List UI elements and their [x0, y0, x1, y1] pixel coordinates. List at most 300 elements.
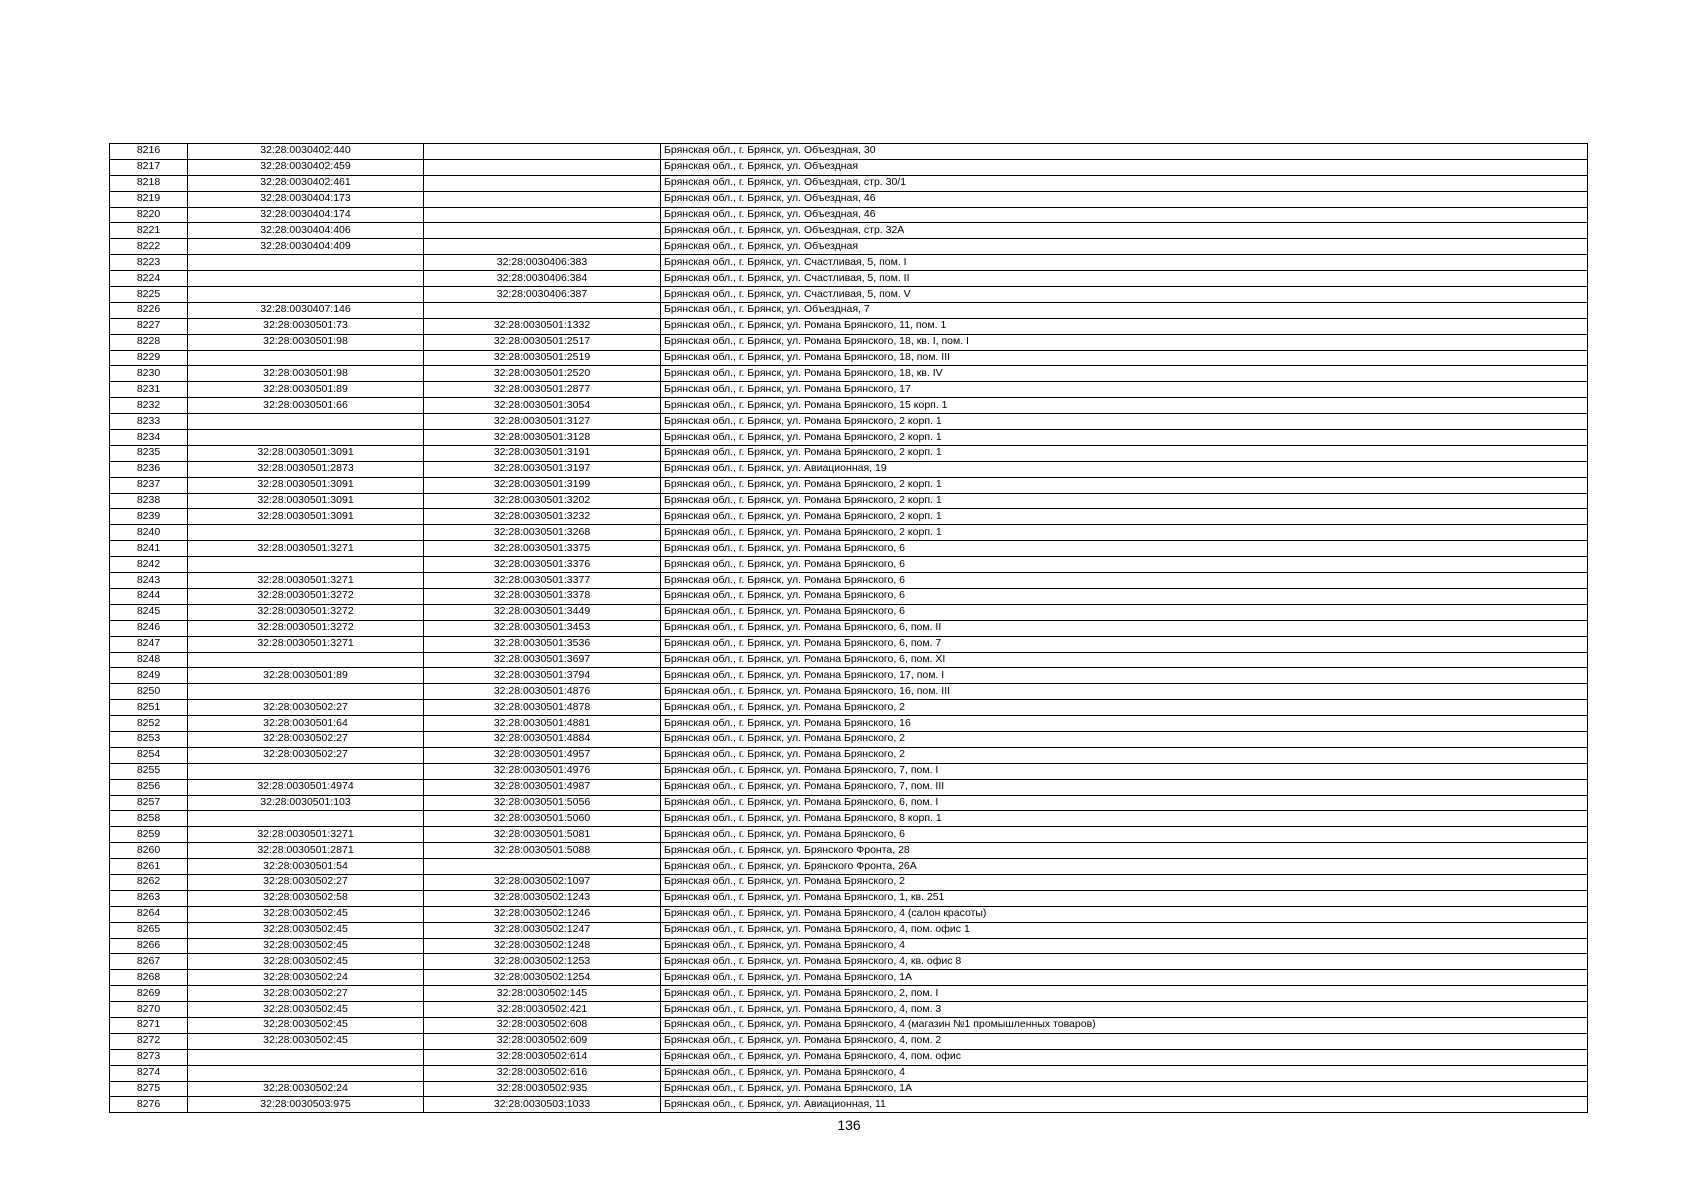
object-cadastral-number-cell: 32:28:0030502:1254: [424, 970, 661, 986]
row-number-cell: 8224: [110, 271, 188, 287]
object-cadastral-number-cell: 32:28:0030501:3199: [424, 477, 661, 493]
land-cadastral-number-cell: 32:28:0030501:89: [188, 668, 424, 684]
object-cadastral-number-cell: 32:28:0030501:4884: [424, 731, 661, 747]
table-row: [110, 207, 1588, 223]
table-row: [110, 906, 1588, 922]
table-row: [110, 970, 1588, 986]
object-cadastral-number-cell: 32:28:0030501:5060: [424, 811, 661, 827]
land-cadastral-number-cell: [188, 684, 424, 700]
row-number-cell: 8240: [110, 525, 188, 541]
table-row: [110, 938, 1588, 954]
address-cell: Брянская обл., г. Брянск, ул. Объездная: [661, 159, 1588, 175]
table-row: [110, 1002, 1588, 1018]
address-cell: Брянская обл., г. Брянск, ул. Романа Брянского, 2 корп. 1: [661, 414, 1588, 430]
address-cell: Брянская обл., г. Брянск, ул. Счастливая, 5, пом. V: [661, 287, 1588, 303]
table-row: [110, 827, 1588, 843]
row-number-cell: 8219: [110, 191, 188, 207]
table-row: [110, 159, 1588, 175]
row-number-cell: 8264: [110, 906, 188, 922]
object-cadastral-number-cell: 32:28:0030501:3794: [424, 668, 661, 684]
row-number-cell: 8227: [110, 318, 188, 334]
object-cadastral-number-cell: 32:28:0030501:3197: [424, 461, 661, 477]
land-cadastral-number-cell: 32:28:0030502:24: [188, 970, 424, 986]
table-row: [110, 541, 1588, 557]
table-row: [110, 223, 1588, 239]
object-cadastral-number-cell: 32:28:0030502:1247: [424, 922, 661, 938]
address-cell: Брянская обл., г. Брянск, ул. Романа Брянского, 2, пом. I: [661, 986, 1588, 1002]
land-cadastral-number-cell: 32:28:0030501:3272: [188, 604, 424, 620]
row-number-cell: 8231: [110, 382, 188, 398]
row-number-cell: 8221: [110, 223, 188, 239]
table-row: [110, 874, 1588, 890]
address-cell: Брянская обл., г. Брянск, ул. Брянского Фронта, 26А: [661, 859, 1588, 875]
row-number-cell: 8252: [110, 716, 188, 732]
row-number-cell: 8273: [110, 1049, 188, 1065]
table-row: [110, 382, 1588, 398]
object-cadastral-number-cell: 32:28:0030501:3054: [424, 398, 661, 414]
row-number-cell: 8265: [110, 922, 188, 938]
row-number-cell: 8262: [110, 874, 188, 890]
table-row: [110, 986, 1588, 1002]
land-cadastral-number-cell: 32:28:0030501:3091: [188, 493, 424, 509]
land-cadastral-number-cell: 32:28:0030501:3272: [188, 588, 424, 604]
land-cadastral-number-cell: 32:28:0030501:4974: [188, 779, 424, 795]
object-cadastral-number-cell: 32:28:0030501:2520: [424, 366, 661, 382]
table-row: [110, 1017, 1588, 1033]
land-cadastral-number-cell: 32:28:0030502:45: [188, 922, 424, 938]
row-number-cell: 8251: [110, 700, 188, 716]
table-row: [110, 287, 1588, 303]
address-cell: Брянская обл., г. Брянск, ул. Романа Брянского, 4: [661, 938, 1588, 954]
object-cadastral-number-cell: 32:28:0030501:3128: [424, 430, 661, 446]
address-cell: Брянская обл., г. Брянск, ул. Романа Брянского, 2 корп. 1: [661, 445, 1588, 461]
object-cadastral-number-cell: 32:28:0030501:3453: [424, 620, 661, 636]
row-number-cell: 8229: [110, 350, 188, 366]
table-row: [110, 954, 1588, 970]
row-number-cell: 8274: [110, 1065, 188, 1081]
address-cell: Брянская обл., г. Брянск, ул. Романа Брянского, 8 корп. 1: [661, 811, 1588, 827]
table-row: [110, 652, 1588, 668]
object-cadastral-number-cell: 32:28:0030501:4876: [424, 684, 661, 700]
object-cadastral-number-cell: 32:28:0030501:3232: [424, 509, 661, 525]
address-cell: Брянская обл., г. Брянск, ул. Романа Брянского, 2 корп. 1: [661, 477, 1588, 493]
address-cell: Брянская обл., г. Брянск, ул. Объездная: [661, 239, 1588, 255]
object-cadastral-number-cell: 32:28:0030501:4976: [424, 763, 661, 779]
land-cadastral-number-cell: 32:28:0030501:64: [188, 716, 424, 732]
object-cadastral-number-cell: 32:28:0030501:3378: [424, 588, 661, 604]
land-cadastral-number-cell: [188, 430, 424, 446]
row-number-cell: 8269: [110, 986, 188, 1002]
registry-table-body: [110, 144, 1588, 1113]
object-cadastral-number-cell: 32:28:0030406:383: [424, 255, 661, 271]
address-cell: Брянская обл., г. Брянск, ул. Романа Брянского, 6: [661, 557, 1588, 573]
table-row: [110, 588, 1588, 604]
land-cadastral-number-cell: 32:28:0030501:98: [188, 366, 424, 382]
table-row: [110, 414, 1588, 430]
object-cadastral-number-cell: 32:28:0030501:3375: [424, 541, 661, 557]
row-number-cell: 8237: [110, 477, 188, 493]
object-cadastral-number-cell: 32:28:0030502:1248: [424, 938, 661, 954]
land-cadastral-number-cell: [188, 255, 424, 271]
row-number-cell: 8250: [110, 684, 188, 700]
table-row: [110, 620, 1588, 636]
object-cadastral-number-cell: 32:28:0030501:4957: [424, 747, 661, 763]
row-number-cell: 8257: [110, 795, 188, 811]
address-cell: Брянская обл., г. Брянск, ул. Романа Брянского, 1, кв. 251: [661, 890, 1588, 906]
row-number-cell: 8216: [110, 144, 188, 160]
row-number-cell: 8260: [110, 843, 188, 859]
table-row: [110, 461, 1588, 477]
land-cadastral-number-cell: 32:28:0030501:89: [188, 382, 424, 398]
address-cell: Брянская обл., г. Брянск, ул. Романа Брянского, 1А: [661, 970, 1588, 986]
object-cadastral-number-cell: 32:28:0030501:2517: [424, 334, 661, 350]
object-cadastral-number-cell: 32:28:0030501:3376: [424, 557, 661, 573]
object-cadastral-number-cell: 32:28:0030501:1332: [424, 318, 661, 334]
land-cadastral-number-cell: 32:28:0030407:146: [188, 302, 424, 318]
address-cell: Брянская обл., г. Брянск, ул. Романа Брянского, 6, пом. I: [661, 795, 1588, 811]
address-cell: Брянская обл., г. Брянск, ул. Романа Брянского, 7, пом. III: [661, 779, 1588, 795]
object-cadastral-number-cell: 32:28:0030501:2877: [424, 382, 661, 398]
table-row: [110, 573, 1588, 589]
land-cadastral-number-cell: 32:28:0030501:3272: [188, 620, 424, 636]
object-cadastral-number-cell: 32:28:0030501:4881: [424, 716, 661, 732]
address-cell: Брянская обл., г. Брянск, ул. Романа Брянского, 6, пом. XI: [661, 652, 1588, 668]
address-cell: Брянская обл., г. Брянск, ул. Романа Брянского, 6: [661, 541, 1588, 557]
object-cadastral-number-cell: 32:28:0030503:1033: [424, 1097, 661, 1113]
object-cadastral-number-cell: [424, 207, 661, 223]
land-cadastral-number-cell: 32:28:0030501:98: [188, 334, 424, 350]
object-cadastral-number-cell: 32:28:0030501:3191: [424, 445, 661, 461]
land-cadastral-number-cell: 32:28:0030501:3271: [188, 827, 424, 843]
row-number-cell: 8270: [110, 1002, 188, 1018]
land-cadastral-number-cell: [188, 350, 424, 366]
row-number-cell: 8253: [110, 731, 188, 747]
land-cadastral-number-cell: 32:28:0030501:2873: [188, 461, 424, 477]
table-row: [110, 144, 1588, 160]
object-cadastral-number-cell: 32:28:0030501:3127: [424, 414, 661, 430]
object-cadastral-number-cell: 32:28:0030502:935: [424, 1081, 661, 1097]
address-cell: Брянская обл., г. Брянск, ул. Объездная, стр. 32А: [661, 223, 1588, 239]
row-number-cell: 8246: [110, 620, 188, 636]
table-row: [110, 509, 1588, 525]
table-row: [110, 795, 1588, 811]
land-cadastral-number-cell: 32:28:0030501:103: [188, 795, 424, 811]
land-cadastral-number-cell: [188, 763, 424, 779]
table-row: [110, 747, 1588, 763]
row-number-cell: 8261: [110, 859, 188, 875]
row-number-cell: 8276: [110, 1097, 188, 1113]
address-cell: Брянская обл., г. Брянск, ул. Романа Брянского, 17, пом. I: [661, 668, 1588, 684]
land-cadastral-number-cell: 32:28:0030502:45: [188, 954, 424, 970]
row-number-cell: 8242: [110, 557, 188, 573]
row-number-cell: 8232: [110, 398, 188, 414]
table-row: [110, 239, 1588, 255]
address-cell: Брянская обл., г. Брянск, ул. Брянского Фронта, 28: [661, 843, 1588, 859]
row-number-cell: 8244: [110, 588, 188, 604]
table-row: [110, 890, 1588, 906]
address-cell: Брянская обл., г. Брянск, ул. Романа Брянского, 6: [661, 573, 1588, 589]
address-cell: Брянская обл., г. Брянск, ул. Романа Брянского, 4: [661, 1065, 1588, 1081]
object-cadastral-number-cell: 32:28:0030502:1253: [424, 954, 661, 970]
row-number-cell: 8256: [110, 779, 188, 795]
address-cell: Брянская обл., г. Брянск, ул. Объездная, 7: [661, 302, 1588, 318]
row-number-cell: 8271: [110, 1017, 188, 1033]
address-cell: Брянская обл., г. Брянск, ул. Объездная, 46: [661, 191, 1588, 207]
land-cadastral-number-cell: 32:28:0030502:27: [188, 874, 424, 890]
registry-table: [109, 143, 1588, 1113]
object-cadastral-number-cell: 32:28:0030502:145: [424, 986, 661, 1002]
table-row: [110, 668, 1588, 684]
land-cadastral-number-cell: 32:28:0030404:174: [188, 207, 424, 223]
table-row: [110, 763, 1588, 779]
object-cadastral-number-cell: 32:28:0030501:3268: [424, 525, 661, 541]
land-cadastral-number-cell: 32:28:0030502:27: [188, 731, 424, 747]
table-row: [110, 191, 1588, 207]
land-cadastral-number-cell: 32:28:0030404:409: [188, 239, 424, 255]
object-cadastral-number-cell: 32:28:0030501:2519: [424, 350, 661, 366]
row-number-cell: 8222: [110, 239, 188, 255]
land-cadastral-number-cell: 32:28:0030501:3271: [188, 541, 424, 557]
land-cadastral-number-cell: 32:28:0030502:27: [188, 700, 424, 716]
object-cadastral-number-cell: [424, 191, 661, 207]
row-number-cell: 8247: [110, 636, 188, 652]
land-cadastral-number-cell: 32:28:0030502:27: [188, 747, 424, 763]
address-cell: Брянская обл., г. Брянск, ул. Романа Брянского, 2 корп. 1: [661, 525, 1588, 541]
object-cadastral-number-cell: 32:28:0030406:384: [424, 271, 661, 287]
row-number-cell: 8272: [110, 1033, 188, 1049]
address-cell: Брянская обл., г. Брянск, ул. Романа Брянского, 1А: [661, 1081, 1588, 1097]
object-cadastral-number-cell: 32:28:0030502:1243: [424, 890, 661, 906]
row-number-cell: 8230: [110, 366, 188, 382]
address-cell: Брянская обл., г. Брянск, ул. Романа Брянского, 4, пом. 3: [661, 1002, 1588, 1018]
object-cadastral-number-cell: 32:28:0030502:614: [424, 1049, 661, 1065]
object-cadastral-number-cell: 32:28:0030501:4878: [424, 700, 661, 716]
row-number-cell: 8223: [110, 255, 188, 271]
object-cadastral-number-cell: 32:28:0030502:1246: [424, 906, 661, 922]
address-cell: Брянская обл., г. Брянск, ул. Романа Брянского, 6: [661, 588, 1588, 604]
land-cadastral-number-cell: 32:28:0030502:45: [188, 1002, 424, 1018]
table-row: [110, 1081, 1588, 1097]
address-cell: Брянская обл., г. Брянск, ул. Романа Брянского, 2: [661, 731, 1588, 747]
table-row: [110, 636, 1588, 652]
address-cell: Брянская обл., г. Брянск, ул. Романа Брянского, 4, пом. офис 1: [661, 922, 1588, 938]
table-row: [110, 366, 1588, 382]
object-cadastral-number-cell: 32:28:0030502:616: [424, 1065, 661, 1081]
land-cadastral-number-cell: 32:28:0030502:27: [188, 986, 424, 1002]
land-cadastral-number-cell: [188, 652, 424, 668]
row-number-cell: 8263: [110, 890, 188, 906]
land-cadastral-number-cell: [188, 557, 424, 573]
table-row: [110, 1065, 1588, 1081]
row-number-cell: 8266: [110, 938, 188, 954]
address-cell: Брянская обл., г. Брянск, ул. Романа Брянского, 6, пом. II: [661, 620, 1588, 636]
table-row: [110, 811, 1588, 827]
address-cell: Брянская обл., г. Брянск, ул. Авиационная, 19: [661, 461, 1588, 477]
table-row: [110, 1097, 1588, 1113]
address-cell: Брянская обл., г. Брянск, ул. Романа Брянского, 18, кв. IV: [661, 366, 1588, 382]
address-cell: Брянская обл., г. Брянск, ул. Романа Брянского, 2: [661, 700, 1588, 716]
land-cadastral-number-cell: [188, 271, 424, 287]
address-cell: Брянская обл., г. Брянск, ул. Романа Брянского, 4, пом. 2: [661, 1033, 1588, 1049]
land-cadastral-number-cell: 32:28:0030503:975: [188, 1097, 424, 1113]
row-number-cell: 8218: [110, 175, 188, 191]
object-cadastral-number-cell: 32:28:0030502:608: [424, 1017, 661, 1033]
row-number-cell: 8241: [110, 541, 188, 557]
address-cell: Брянская обл., г. Брянск, ул. Романа Брянского, 4 (салон красоты): [661, 906, 1588, 922]
table-row: [110, 1033, 1588, 1049]
row-number-cell: 8239: [110, 509, 188, 525]
table-row: [110, 255, 1588, 271]
address-cell: Брянская обл., г. Брянск, ул. Романа Брянского, 18, пом. III: [661, 350, 1588, 366]
address-cell: Брянская обл., г. Брянск, ул. Романа Брянского, 6, пом. 7: [661, 636, 1588, 652]
table-row: [110, 1049, 1588, 1065]
table-row: [110, 350, 1588, 366]
object-cadastral-number-cell: 32:28:0030502:421: [424, 1002, 661, 1018]
object-cadastral-number-cell: [424, 144, 661, 160]
address-cell: Брянская обл., г. Брянск, ул. Объездная, стр. 30/1: [661, 175, 1588, 191]
row-number-cell: 8267: [110, 954, 188, 970]
land-cadastral-number-cell: [188, 414, 424, 430]
land-cadastral-number-cell: 32:28:0030502:45: [188, 938, 424, 954]
object-cadastral-number-cell: 32:28:0030501:3536: [424, 636, 661, 652]
table-row: [110, 922, 1588, 938]
object-cadastral-number-cell: 32:28:0030501:3377: [424, 573, 661, 589]
land-cadastral-number-cell: 32:28:0030501:3091: [188, 445, 424, 461]
row-number-cell: 8254: [110, 747, 188, 763]
table-row: [110, 843, 1588, 859]
land-cadastral-number-cell: [188, 811, 424, 827]
object-cadastral-number-cell: [424, 175, 661, 191]
address-cell: Брянская обл., г. Брянск, ул. Объездная, 30: [661, 144, 1588, 160]
object-cadastral-number-cell: [424, 859, 661, 875]
address-cell: Брянская обл., г. Брянск, ул. Романа Брянского, 2: [661, 747, 1588, 763]
object-cadastral-number-cell: 32:28:0030501:5088: [424, 843, 661, 859]
table-row: [110, 477, 1588, 493]
table-row: [110, 716, 1588, 732]
row-number-cell: 8268: [110, 970, 188, 986]
address-cell: Брянская обл., г. Брянск, ул. Романа Брянского, 6: [661, 604, 1588, 620]
row-number-cell: 8226: [110, 302, 188, 318]
land-cadastral-number-cell: 32:28:0030404:406: [188, 223, 424, 239]
address-cell: Брянская обл., г. Брянск, ул. Объездная, 46: [661, 207, 1588, 223]
page-number: 136: [837, 1117, 861, 1133]
land-cadastral-number-cell: 32:28:0030501:3271: [188, 573, 424, 589]
object-cadastral-number-cell: 32:28:0030501:3202: [424, 493, 661, 509]
row-number-cell: 8255: [110, 763, 188, 779]
address-cell: Брянская обл., г. Брянск, ул. Романа Брянского, 18, кв. I, пом. I: [661, 334, 1588, 350]
address-cell: Брянская обл., г. Брянск, ул. Романа Брянского, 11, пом. 1: [661, 318, 1588, 334]
land-cadastral-number-cell: 32:28:0030501:54: [188, 859, 424, 875]
address-cell: Брянская обл., г. Брянск, ул. Романа Брянского, 2: [661, 874, 1588, 890]
land-cadastral-number-cell: [188, 287, 424, 303]
row-number-cell: 8236: [110, 461, 188, 477]
address-cell: Брянская обл., г. Брянск, ул. Романа Брянского, 16, пом. III: [661, 684, 1588, 700]
object-cadastral-number-cell: [424, 239, 661, 255]
address-cell: Брянская обл., г. Брянск, ул. Романа Брянского, 15 корп. 1: [661, 398, 1588, 414]
table-row: [110, 779, 1588, 795]
object-cadastral-number-cell: 32:28:0030406:387: [424, 287, 661, 303]
row-number-cell: 8228: [110, 334, 188, 350]
object-cadastral-number-cell: 32:28:0030501:3697: [424, 652, 661, 668]
object-cadastral-number-cell: 32:28:0030501:4987: [424, 779, 661, 795]
object-cadastral-number-cell: [424, 223, 661, 239]
table-row: [110, 318, 1588, 334]
row-number-cell: 8275: [110, 1081, 188, 1097]
object-cadastral-number-cell: 32:28:0030501:3449: [424, 604, 661, 620]
row-number-cell: 8258: [110, 811, 188, 827]
row-number-cell: 8233: [110, 414, 188, 430]
row-number-cell: 8245: [110, 604, 188, 620]
table-row: [110, 302, 1588, 318]
table-row: [110, 700, 1588, 716]
table-row: [110, 859, 1588, 875]
object-cadastral-number-cell: [424, 302, 661, 318]
row-number-cell: 8217: [110, 159, 188, 175]
object-cadastral-number-cell: [424, 159, 661, 175]
table-row: [110, 493, 1588, 509]
address-cell: Брянская обл., г. Брянск, ул. Авиационная, 11: [661, 1097, 1588, 1113]
land-cadastral-number-cell: 32:28:0030501:73: [188, 318, 424, 334]
address-cell: Брянская обл., г. Брянск, ул. Счастливая, 5, пом. II: [661, 271, 1588, 287]
row-number-cell: 8234: [110, 430, 188, 446]
land-cadastral-number-cell: [188, 1049, 424, 1065]
land-cadastral-number-cell: 32:28:0030502:45: [188, 1017, 424, 1033]
land-cadastral-number-cell: 32:28:0030404:173: [188, 191, 424, 207]
object-cadastral-number-cell: 32:28:0030502:609: [424, 1033, 661, 1049]
table-row: [110, 525, 1588, 541]
row-number-cell: 8249: [110, 668, 188, 684]
land-cadastral-number-cell: 32:28:0030402:440: [188, 144, 424, 160]
land-cadastral-number-cell: 32:28:0030502:58: [188, 890, 424, 906]
land-cadastral-number-cell: 32:28:0030501:3091: [188, 509, 424, 525]
land-cadastral-number-cell: 32:28:0030501:66: [188, 398, 424, 414]
address-cell: Брянская обл., г. Брянск, ул. Романа Брянского, 7, пом. I: [661, 763, 1588, 779]
land-cadastral-number-cell: 32:28:0030501:3271: [188, 636, 424, 652]
address-cell: Брянская обл., г. Брянск, ул. Счастливая, 5, пом. I: [661, 255, 1588, 271]
row-number-cell: 8243: [110, 573, 188, 589]
table-row: [110, 445, 1588, 461]
address-cell: Брянская обл., г. Брянск, ул. Романа Брянского, 4 (магазин №1 промышленных товаров): [661, 1017, 1588, 1033]
address-cell: Брянская обл., г. Брянск, ул. Романа Брянского, 16: [661, 716, 1588, 732]
address-cell: Брянская обл., г. Брянск, ул. Романа Брянского, 17: [661, 382, 1588, 398]
land-cadastral-number-cell: 32:28:0030502:45: [188, 906, 424, 922]
row-number-cell: 8235: [110, 445, 188, 461]
table-row: [110, 430, 1588, 446]
land-cadastral-number-cell: 32:28:0030501:2871: [188, 843, 424, 859]
land-cadastral-number-cell: 32:28:0030501:3091: [188, 477, 424, 493]
table-row: [110, 271, 1588, 287]
row-number-cell: 8238: [110, 493, 188, 509]
table-row: [110, 604, 1588, 620]
object-cadastral-number-cell: 32:28:0030502:1097: [424, 874, 661, 890]
table-row: [110, 175, 1588, 191]
row-number-cell: 8220: [110, 207, 188, 223]
address-cell: Брянская обл., г. Брянск, ул. Романа Брянского, 2 корп. 1: [661, 493, 1588, 509]
land-cadastral-number-cell: [188, 525, 424, 541]
address-cell: Брянская обл., г. Брянск, ул. Романа Брянского, 2 корп. 1: [661, 509, 1588, 525]
table-row: [110, 731, 1588, 747]
land-cadastral-number-cell: 32:28:0030502:45: [188, 1033, 424, 1049]
address-cell: Брянская обл., г. Брянск, ул. Романа Брянского, 4, кв. офис 8: [661, 954, 1588, 970]
address-cell: Брянская обл., г. Брянск, ул. Романа Брянского, 2 корп. 1: [661, 430, 1588, 446]
table-row: [110, 557, 1588, 573]
land-cadastral-number-cell: 32:28:0030402:461: [188, 175, 424, 191]
row-number-cell: 8225: [110, 287, 188, 303]
table-row: [110, 398, 1588, 414]
land-cadastral-number-cell: 32:28:0030502:24: [188, 1081, 424, 1097]
address-cell: Брянская обл., г. Брянск, ул. Романа Брянского, 6: [661, 827, 1588, 843]
object-cadastral-number-cell: 32:28:0030501:5056: [424, 795, 661, 811]
